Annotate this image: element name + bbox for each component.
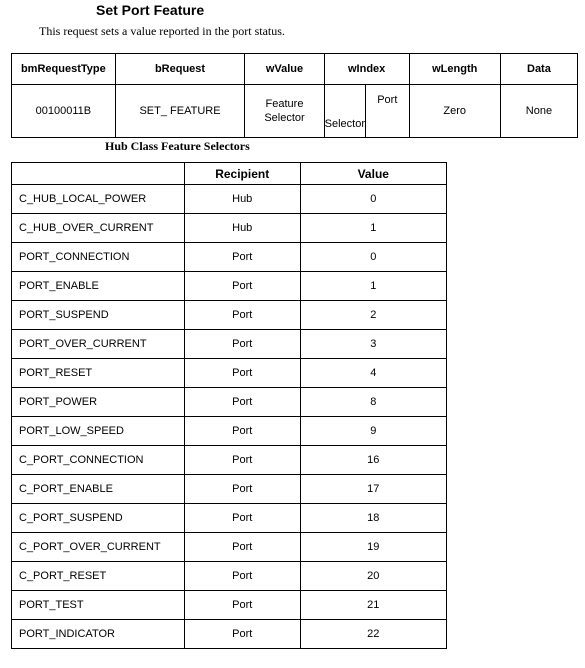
selector-name: C_PORT_CONNECTION [12, 446, 185, 475]
page-title: Set Port Feature [96, 2, 205, 18]
header-brequest: bRequest [115, 54, 245, 85]
selector-name: PORT_POWER [12, 388, 185, 417]
request-table-header-row [12, 54, 578, 85]
selector-value: 9 [300, 417, 446, 446]
table-row [12, 533, 447, 562]
wvalue-line2: Selector [264, 112, 305, 124]
selector-value: 1 [300, 272, 446, 301]
selector-name: C_PORT_OVER_CURRENT [12, 533, 185, 562]
table-row [12, 272, 447, 301]
cell-windex-port: Port [366, 85, 410, 138]
selector-recipient: Port [184, 388, 300, 417]
selector-value: 20 [300, 562, 446, 591]
selector-value: 0 [300, 185, 446, 214]
selector-name: C_HUB_OVER_CURRENT [12, 214, 185, 243]
selector-value: 21 [300, 591, 446, 620]
selector-name: PORT_CONNECTION [12, 243, 185, 272]
selector-recipient: Port [184, 620, 300, 649]
selector-value: 19 [300, 533, 446, 562]
page-description: This request sets a value reported in the port status. [39, 24, 285, 38]
selector-recipient: Hub [184, 185, 300, 214]
selectors-title: Hub Class Feature Selectors [105, 139, 250, 153]
selector-value: 2 [300, 301, 446, 330]
selectors-header-row [12, 163, 447, 185]
selector-name: C_PORT_RESET [12, 562, 185, 591]
selector-name: C_PORT_SUSPEND [12, 504, 185, 533]
selector-recipient: Port [184, 504, 300, 533]
header-name [12, 163, 185, 185]
selector-recipient: Port [184, 533, 300, 562]
cell-brequest: SET_ FEATURE [115, 85, 245, 138]
feature-selectors-table [11, 162, 447, 649]
table-row [12, 214, 447, 243]
table-row [12, 562, 447, 591]
header-recipient: Recipient [184, 163, 300, 185]
selector-value: 16 [300, 446, 446, 475]
table-row [12, 185, 447, 214]
selector-name: PORT_TEST [12, 591, 185, 620]
cell-wlength: Zero [409, 85, 500, 138]
header-wlength: wLength [409, 54, 500, 85]
selector-recipient: Port [184, 417, 300, 446]
table-row [12, 330, 447, 359]
header-bmrequesttype: bmRequestType [12, 54, 116, 85]
table-row [12, 388, 447, 417]
table-row [12, 504, 447, 533]
header-wvalue: wValue [245, 54, 324, 85]
selector-value: 18 [300, 504, 446, 533]
selector-recipient: Port [184, 243, 300, 272]
selector-name: C_PORT_ENABLE [12, 475, 185, 504]
header-windex: wIndex [324, 54, 409, 85]
selector-value: 1 [300, 214, 446, 243]
table-row [12, 301, 447, 330]
selector-value: 22 [300, 620, 446, 649]
selector-name: C_HUB_LOCAL_POWER [12, 185, 185, 214]
request-table-row [12, 85, 578, 138]
selector-name: PORT_INDICATOR [12, 620, 185, 649]
selector-name: PORT_RESET [12, 359, 185, 388]
selector-recipient: Port [184, 359, 300, 388]
selector-recipient: Port [184, 475, 300, 504]
selector-value: 4 [300, 359, 446, 388]
selector-recipient: Port [184, 272, 300, 301]
selector-recipient: Hub [184, 214, 300, 243]
table-row [12, 417, 447, 446]
table-row [12, 243, 447, 272]
header-value: Value [300, 163, 446, 185]
selector-value: 8 [300, 388, 446, 417]
selector-recipient: Port [184, 591, 300, 620]
selector-recipient: Port [184, 301, 300, 330]
wvalue-line1: Feature [265, 98, 304, 110]
header-data: Data [500, 54, 577, 85]
selectors-body [12, 185, 447, 649]
table-row [12, 591, 447, 620]
table-row [12, 359, 447, 388]
selector-value: 3 [300, 330, 446, 359]
table-row [12, 475, 447, 504]
selector-recipient: Port [184, 446, 300, 475]
selector-name: PORT_ENABLE [12, 272, 185, 301]
table-row [12, 446, 447, 475]
cell-bmrequesttype: 00100011B [12, 85, 116, 138]
cell-wvalue [245, 85, 324, 138]
cell-windex-selector: Selector [324, 85, 365, 138]
cell-data: None [500, 85, 577, 138]
request-table [11, 53, 578, 138]
selector-name: PORT_SUSPEND [12, 301, 185, 330]
selector-name: PORT_OVER_CURRENT [12, 330, 185, 359]
selector-recipient: Port [184, 562, 300, 591]
selector-value: 17 [300, 475, 446, 504]
selector-value: 0 [300, 243, 446, 272]
selector-name: PORT_LOW_SPEED [12, 417, 185, 446]
selector-recipient: Port [184, 330, 300, 359]
table-row [12, 620, 447, 649]
